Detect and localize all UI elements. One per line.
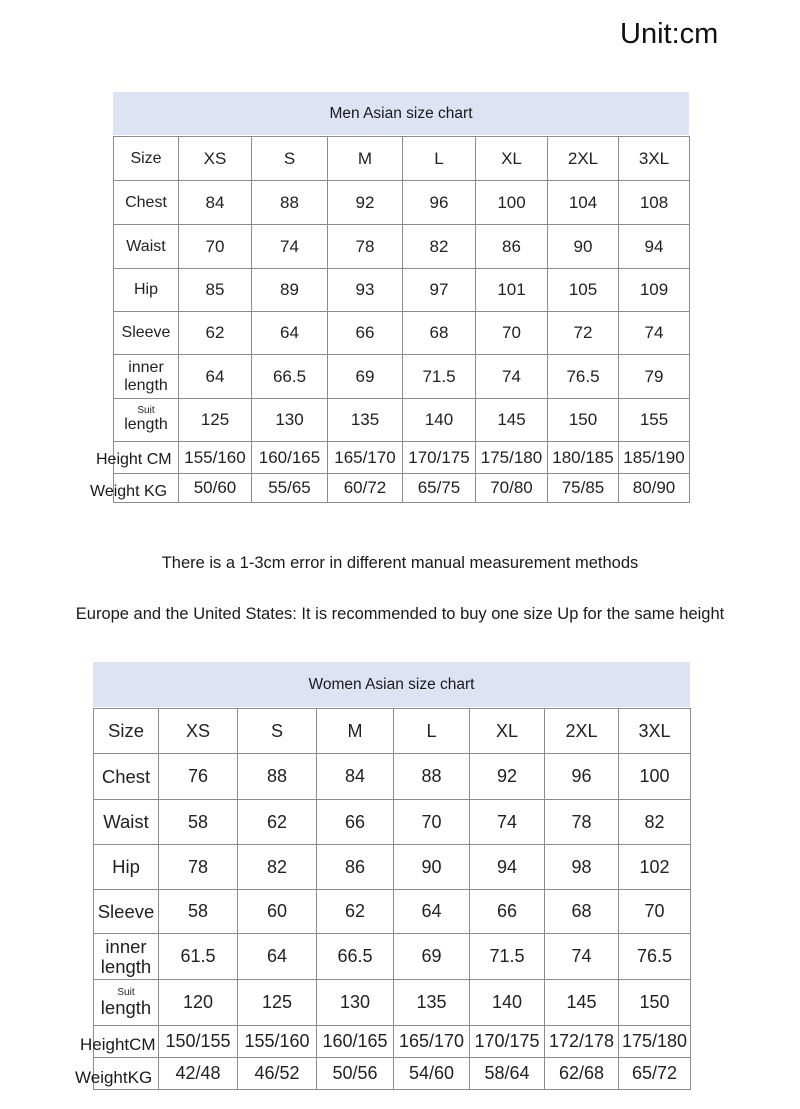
table-cell: 150 xyxy=(619,980,691,1026)
women-size-label: Size xyxy=(94,709,159,754)
men-size-table xyxy=(113,136,690,503)
table-cell: 66 xyxy=(317,800,394,845)
table-cell: 61.5 xyxy=(159,934,238,980)
table-cell: 66 xyxy=(470,890,545,934)
row-label: Chest xyxy=(94,754,159,800)
row-label-line1: Suit xyxy=(117,986,135,998)
row-label-line2: length xyxy=(100,996,152,1018)
table-cell: 70/80 xyxy=(476,474,548,503)
men-suit-length-row xyxy=(114,399,690,442)
table-cell: 78 xyxy=(328,225,403,269)
table-cell: 55/65 xyxy=(252,474,328,503)
table-cell: 92 xyxy=(328,181,403,225)
table-cell: 82 xyxy=(619,800,691,845)
table-cell: 120 xyxy=(159,980,238,1026)
table-cell: 70 xyxy=(179,225,252,269)
table-cell: 130 xyxy=(252,399,328,442)
women-height-label xyxy=(80,1030,156,1060)
table-cell: 65/72 xyxy=(619,1058,691,1090)
table-cell: 74 xyxy=(545,934,619,980)
row-label xyxy=(114,355,179,399)
table-cell: 70 xyxy=(619,890,691,934)
table-cell: 64 xyxy=(394,890,470,934)
table-cell: 170/175 xyxy=(403,442,476,474)
table-cell: 90 xyxy=(394,845,470,890)
row-label: Waist xyxy=(94,800,159,845)
men-size-3xl: 3XL xyxy=(619,137,690,181)
table-cell: 69 xyxy=(394,934,470,980)
table-cell: 64 xyxy=(179,355,252,399)
table-cell: 96 xyxy=(545,754,619,800)
table-cell: 74 xyxy=(476,355,548,399)
table-cell: 155/160 xyxy=(238,1026,317,1058)
women-chart-title: Women Asian size chart xyxy=(93,662,690,707)
table-cell: 172/178 xyxy=(545,1026,619,1058)
row-label xyxy=(94,934,159,980)
table-cell: 109 xyxy=(619,269,690,312)
table-cell: 90 xyxy=(548,225,619,269)
row-label xyxy=(94,980,159,1026)
table-cell: 66 xyxy=(328,312,403,355)
women-hip-row xyxy=(94,845,691,890)
table-cell: 105 xyxy=(548,269,619,312)
table-cell: 175/180 xyxy=(476,442,548,474)
table-cell: 62 xyxy=(317,890,394,934)
men-weight-unit: KG xyxy=(143,483,168,500)
women-size-xl: XL xyxy=(470,709,545,754)
table-cell: 145 xyxy=(545,980,619,1026)
table-cell: 76.5 xyxy=(548,355,619,399)
table-cell: 96 xyxy=(403,181,476,225)
unit-label: Unit:cm xyxy=(620,18,719,50)
women-inner-length-row xyxy=(94,934,691,980)
size-recommendation-note: Europe and the United States: It is recommended to buy one size Up for the same height xyxy=(75,605,725,623)
men-hip-row xyxy=(114,269,690,312)
table-cell: 155/160 xyxy=(179,442,252,474)
men-inner-length-row xyxy=(114,355,690,399)
table-cell: 104 xyxy=(548,181,619,225)
table-cell: 68 xyxy=(545,890,619,934)
men-sleeve-row xyxy=(114,312,690,355)
table-cell: 101 xyxy=(476,269,548,312)
men-weight-row xyxy=(114,474,690,503)
women-size-m: M xyxy=(317,709,394,754)
women-size-row xyxy=(94,709,691,754)
women-size-l: L xyxy=(394,709,470,754)
table-cell: 82 xyxy=(403,225,476,269)
row-label: Hip xyxy=(94,845,159,890)
men-size-xl: XL xyxy=(476,137,548,181)
table-cell: 62 xyxy=(179,312,252,355)
row-label-line1: inner xyxy=(105,935,147,957)
women-height-word: Height xyxy=(80,1035,130,1054)
table-cell: 72 xyxy=(548,312,619,355)
men-size-row xyxy=(114,137,690,181)
table-cell: 180/185 xyxy=(548,442,619,474)
men-size-xs: XS xyxy=(179,137,252,181)
table-cell: 100 xyxy=(619,754,691,800)
table-cell: 85 xyxy=(179,269,252,312)
table-cell: 98 xyxy=(545,845,619,890)
table-cell: 68 xyxy=(403,312,476,355)
measurement-error-note: There is a 1-3cm error in different manual measurement methods xyxy=(161,554,639,572)
women-chest-row xyxy=(94,754,691,800)
table-cell: 71.5 xyxy=(470,934,545,980)
table-cell: 64 xyxy=(238,934,317,980)
women-size-2xl: 2XL xyxy=(545,709,619,754)
table-cell: 97 xyxy=(403,269,476,312)
table-cell: 88 xyxy=(238,754,317,800)
table-cell: 92 xyxy=(470,754,545,800)
women-weight-unit: KG xyxy=(127,1068,153,1087)
table-cell: 155 xyxy=(619,399,690,442)
table-cell: 160/165 xyxy=(317,1026,394,1058)
table-cell: 78 xyxy=(159,845,238,890)
table-cell: 140 xyxy=(470,980,545,1026)
women-suit-length-row xyxy=(94,980,691,1026)
table-cell: 160/165 xyxy=(252,442,328,474)
table-cell: 62 xyxy=(238,800,317,845)
table-cell: 100 xyxy=(476,181,548,225)
table-cell: 79 xyxy=(619,355,690,399)
table-cell: 170/175 xyxy=(470,1026,545,1058)
table-cell: 74 xyxy=(619,312,690,355)
women-height-row xyxy=(94,1026,691,1058)
row-label-line2: length xyxy=(124,376,168,394)
men-chest-row xyxy=(114,181,690,225)
table-cell: 76.5 xyxy=(619,934,691,980)
table-cell: 102 xyxy=(619,845,691,890)
men-weight-word: Weight xyxy=(90,483,140,500)
table-cell: 64 xyxy=(252,312,328,355)
table-cell: 135 xyxy=(328,399,403,442)
table-cell: 82 xyxy=(238,845,317,890)
women-weight-word: Weight xyxy=(75,1068,128,1087)
table-cell: 175/180 xyxy=(619,1026,691,1058)
table-cell: 94 xyxy=(470,845,545,890)
row-label: Hip xyxy=(114,269,179,312)
table-cell: 89 xyxy=(252,269,328,312)
row-label-line1: inner xyxy=(128,359,164,377)
men-size-2xl: 2XL xyxy=(548,137,619,181)
men-height-row xyxy=(114,442,690,474)
table-cell: 76 xyxy=(159,754,238,800)
table-cell: 70 xyxy=(476,312,548,355)
men-height-label xyxy=(96,445,172,475)
men-size-m: M xyxy=(328,137,403,181)
row-label: Chest xyxy=(114,181,179,225)
table-cell: 66.5 xyxy=(317,934,394,980)
men-height-unit: CM xyxy=(146,451,172,468)
men-weight-label xyxy=(90,477,167,507)
table-cell: 145 xyxy=(476,399,548,442)
table-cell: 165/170 xyxy=(394,1026,470,1058)
table-cell: 62/68 xyxy=(545,1058,619,1090)
table-cell: 58 xyxy=(159,800,238,845)
table-cell: 84 xyxy=(179,181,252,225)
table-cell: 108 xyxy=(619,181,690,225)
table-cell: 65/75 xyxy=(403,474,476,503)
table-cell: 150 xyxy=(548,399,619,442)
table-cell: 46/52 xyxy=(238,1058,317,1090)
table-cell: 125 xyxy=(238,980,317,1026)
table-cell: 86 xyxy=(317,845,394,890)
table-cell: 50/56 xyxy=(317,1058,394,1090)
table-cell: 50/60 xyxy=(179,474,252,503)
table-cell: 70 xyxy=(394,800,470,845)
men-size-label: Size xyxy=(114,137,179,181)
table-cell: 78 xyxy=(545,800,619,845)
women-size-table xyxy=(93,708,691,1090)
row-label-line2: length xyxy=(100,955,152,977)
table-cell: 75/85 xyxy=(548,474,619,503)
women-size-3xl: 3XL xyxy=(619,709,691,754)
table-cell: 60 xyxy=(238,890,317,934)
table-cell: 150/155 xyxy=(159,1026,238,1058)
row-label-line1: Suit xyxy=(137,405,155,417)
men-size-s: S xyxy=(252,137,328,181)
row-label: Sleeve xyxy=(114,312,179,355)
table-cell: 60/72 xyxy=(328,474,403,503)
table-cell: 74 xyxy=(470,800,545,845)
table-cell: 74 xyxy=(252,225,328,269)
table-cell: 88 xyxy=(252,181,328,225)
women-size-s: S xyxy=(238,709,317,754)
women-sleeve-row xyxy=(94,890,691,934)
table-cell: 58 xyxy=(159,890,238,934)
row-label xyxy=(114,399,179,442)
table-cell: 125 xyxy=(179,399,252,442)
women-height-unit: CM xyxy=(129,1035,156,1054)
table-cell: 185/190 xyxy=(619,442,690,474)
men-height-word: Height xyxy=(96,451,143,468)
men-size-l: L xyxy=(403,137,476,181)
table-cell: 130 xyxy=(317,980,394,1026)
men-waist-row xyxy=(114,225,690,269)
table-cell: 42/48 xyxy=(159,1058,238,1090)
table-cell: 135 xyxy=(394,980,470,1026)
row-label: Waist xyxy=(114,225,179,269)
table-cell: 93 xyxy=(328,269,403,312)
women-waist-row xyxy=(94,800,691,845)
table-cell: 94 xyxy=(619,225,690,269)
women-size-xs: XS xyxy=(159,709,238,754)
table-cell: 58/64 xyxy=(470,1058,545,1090)
row-label-line2: length xyxy=(124,416,168,434)
table-cell: 84 xyxy=(317,754,394,800)
row-label: Sleeve xyxy=(94,890,159,934)
table-cell: 86 xyxy=(476,225,548,269)
table-cell: 69 xyxy=(328,355,403,399)
men-chart-title: Men Asian size chart xyxy=(113,92,689,135)
table-cell: 66.5 xyxy=(252,355,328,399)
women-weight-row xyxy=(94,1058,691,1090)
women-weight-label xyxy=(75,1063,152,1093)
table-cell: 140 xyxy=(403,399,476,442)
table-cell: 54/60 xyxy=(394,1058,470,1090)
table-cell: 88 xyxy=(394,754,470,800)
table-cell: 165/170 xyxy=(328,442,403,474)
table-cell: 71.5 xyxy=(403,355,476,399)
table-cell: 80/90 xyxy=(619,474,690,503)
